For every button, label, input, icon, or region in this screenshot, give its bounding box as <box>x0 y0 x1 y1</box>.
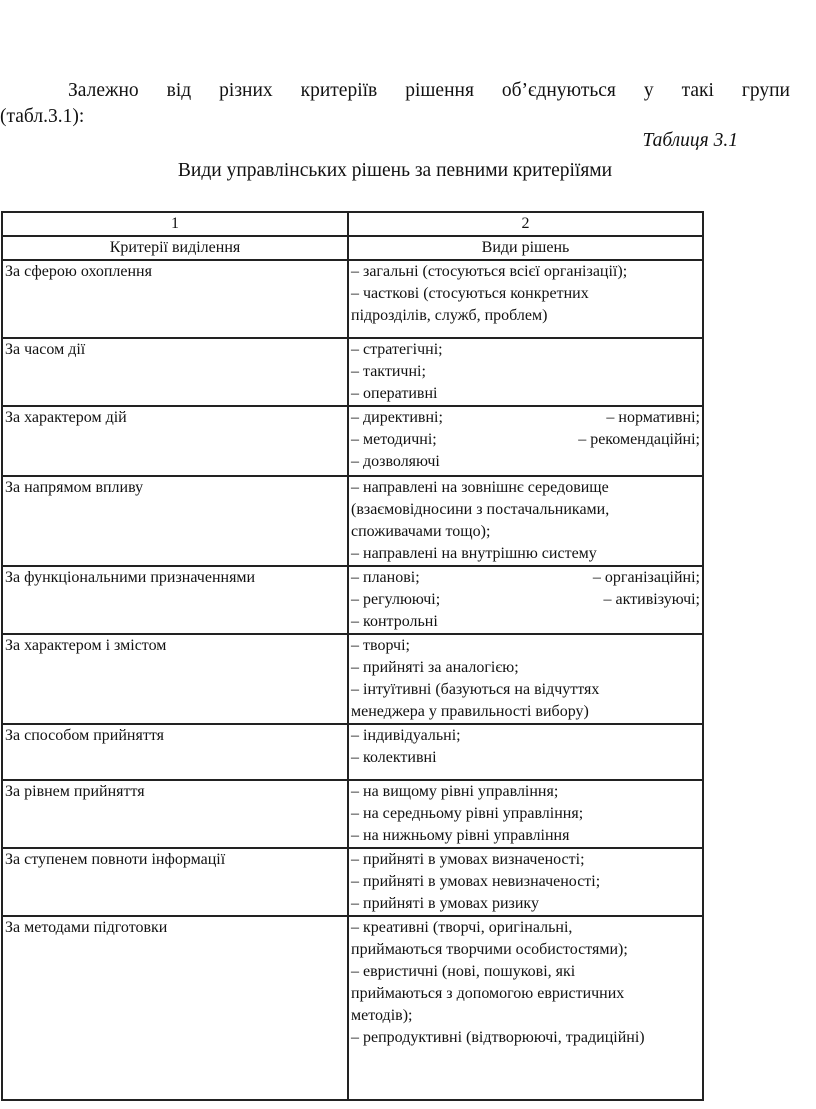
decision-type-line <box>351 803 700 825</box>
decision-types-cell <box>348 476 703 566</box>
decision-type-text: – на вищому рівні управління; <box>351 783 559 800</box>
decision-type-line <box>351 407 700 429</box>
header-criteria: Критерії виділення <box>2 236 348 260</box>
decision-type-text: – загальні (стосуються всієї організації); <box>351 263 628 280</box>
decision-type-line <box>351 849 700 871</box>
decision-type-text: – активізуючі; <box>603 591 700 608</box>
decision-type-text: – креативні (творчі, оригінальні, <box>351 919 573 936</box>
decision-type-line <box>351 499 700 521</box>
table-row <box>2 634 703 724</box>
decision-type-text: – регулюючі; <box>351 591 441 608</box>
decision-type-line <box>351 983 700 1005</box>
decision-type-text: – оперативні <box>351 385 438 402</box>
decision-type-line <box>351 961 700 983</box>
decision-type-line <box>351 747 700 769</box>
decision-type-line <box>351 871 700 893</box>
decision-type-line <box>351 725 700 747</box>
criterion-cell: За способом прийняття <box>2 724 348 780</box>
criterion-cell: За напрямом впливу <box>2 476 348 566</box>
decision-type-line <box>351 1027 700 1049</box>
intro-line-2: (табл.3.1): <box>0 106 85 127</box>
decision-type-line <box>351 635 700 657</box>
decision-type-line <box>351 477 700 499</box>
decision-type-line <box>351 361 700 383</box>
intro-paragraph <box>0 78 790 130</box>
decision-type-line <box>351 339 700 361</box>
decision-types-cell <box>348 566 703 634</box>
decision-type-line <box>351 589 700 611</box>
decision-type-text: – індивідуальні; <box>351 727 461 744</box>
decision-type-text: – прийняті в умовах невизначеності; <box>351 873 601 890</box>
criterion-cell: За ступенем повноти інформації <box>2 848 348 916</box>
decision-type-line <box>351 429 700 451</box>
decision-type-line <box>351 679 700 701</box>
decision-type-text: – на нижньому рівні управління <box>351 827 570 844</box>
decision-type-line <box>351 521 700 543</box>
decision-type-text: – інтуїтивні (базуються на відчуттях <box>351 681 600 698</box>
decision-type-text: – організаційні; <box>592 569 700 586</box>
decision-type-text: – направлені на зовнішнє середовище <box>351 479 609 496</box>
decision-type-text: – репродуктивні (відтворюючі, традиційні) <box>351 1029 645 1046</box>
table-row <box>2 724 703 780</box>
decision-type-line <box>351 543 700 565</box>
table-row <box>2 780 703 848</box>
decision-type-text: – прийняті в умовах ризику <box>351 895 539 912</box>
intro-line-1: Залежно від різних критеріїв рішення об’єднуються у такі групи <box>68 80 790 101</box>
decision-type-line <box>351 567 700 589</box>
decision-type-text: підрозділів, служб, проблем) <box>351 307 548 324</box>
table-number: Таблиця 3.1 <box>642 130 738 151</box>
table-title: Види управлінських рішень за певними критеріїями <box>177 160 613 181</box>
criterion-cell: За характером дій <box>2 406 348 476</box>
decision-type-text: – на середньому рівні управління; <box>351 805 584 822</box>
decision-type-text: приймаються з допомогою евристичних <box>351 985 625 1002</box>
decision-type-text: – дозволяючі <box>351 453 440 470</box>
table-row <box>2 338 703 406</box>
decision-types-cell <box>348 406 703 476</box>
decision-type-text: – директивні; <box>351 409 443 426</box>
decision-type-line <box>351 1005 700 1027</box>
decision-type-text: – прийняті за аналогією; <box>351 659 519 676</box>
decision-type-text: (взаємовідносини з постачальниками, <box>351 501 610 518</box>
decision-type-text: – евристичні (нові, пошукові, які <box>351 963 576 980</box>
decision-type-text: – творчі; <box>351 637 410 654</box>
decision-types-cell <box>348 338 703 406</box>
decision-type-text: – стратегічні; <box>351 341 443 358</box>
criterion-cell: За характером і змістом <box>2 634 348 724</box>
table-row <box>2 406 703 476</box>
decision-types-cell <box>348 634 703 724</box>
decision-type-line <box>351 917 700 939</box>
table-row <box>2 476 703 566</box>
column-number-1: 1 <box>2 212 348 236</box>
decision-type-text: – рекомендаційні; <box>578 431 700 448</box>
criterion-cell: За сферою охоплення <box>2 260 348 338</box>
decision-type-line <box>351 781 700 803</box>
decision-type-text: – контрольні <box>351 613 438 630</box>
criterion-cell: За рівнем прийняття <box>2 780 348 848</box>
column-number-row <box>2 212 703 236</box>
criterion-cell: За функціональними призначеннями <box>2 566 348 634</box>
decision-types-table <box>1 211 704 1101</box>
decision-type-text: – колективні <box>351 749 437 766</box>
table-row <box>2 916 703 1100</box>
table-row <box>2 848 703 916</box>
decision-type-text: – направлені на внутрішню систему <box>351 545 597 562</box>
decision-type-text: – планові; <box>351 569 420 586</box>
decision-type-line <box>351 939 700 961</box>
decision-types-cell <box>348 848 703 916</box>
column-number-2: 2 <box>348 212 703 236</box>
decision-type-text: – нормативні; <box>606 409 700 426</box>
decision-type-text: – прийняті в умовах визначеності; <box>351 851 585 868</box>
decision-type-line <box>351 611 700 633</box>
header-decision-types: Види рішень <box>348 236 703 260</box>
decision-type-line <box>351 261 700 283</box>
decision-types-cell <box>348 724 703 780</box>
decision-type-line <box>351 305 700 327</box>
table-row <box>2 260 703 338</box>
decision-type-line <box>351 825 700 847</box>
decision-type-text: приймаються творчими особистостями); <box>351 941 628 958</box>
decision-type-text: – методичні; <box>351 431 437 448</box>
decision-type-line <box>351 701 700 723</box>
decision-type-text: – тактичні; <box>351 363 426 380</box>
table-row <box>2 566 703 634</box>
decision-type-line <box>351 283 700 305</box>
decision-type-text: – часткові (стосуються конкретних <box>351 285 589 302</box>
decision-type-text: методів); <box>351 1007 413 1024</box>
criterion-cell: За методами підготовки <box>2 916 348 1100</box>
decision-types-cell <box>348 780 703 848</box>
criterion-cell: За часом дії <box>2 338 348 406</box>
decision-types-cell <box>348 260 703 338</box>
decision-types-cell <box>348 916 703 1100</box>
decision-type-line <box>351 893 700 915</box>
decision-type-line <box>351 383 700 405</box>
header-row <box>2 236 703 260</box>
decision-type-text: менеджера у правильності вибору) <box>351 703 589 720</box>
decision-type-line <box>351 657 700 679</box>
decision-type-line <box>351 451 700 473</box>
decision-type-text: споживачами тощо); <box>351 523 491 540</box>
